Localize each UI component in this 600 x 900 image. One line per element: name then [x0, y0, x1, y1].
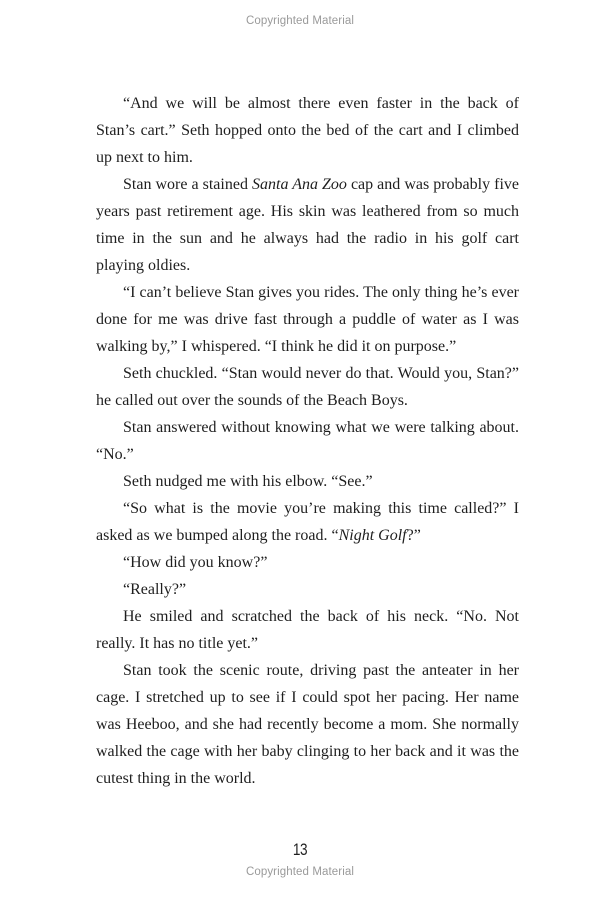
paragraph [96, 603, 519, 657]
italic-text: Night Golf [338, 527, 407, 544]
paragraph-text: Seth nudged me with his elbow. “See.” [123, 473, 373, 490]
paragraph-text: ?” [406, 527, 421, 544]
paragraph-text: Stan took the scenic route, driving past the anteater in her cage. I stretched up to see if I could spot her pacing. Her name was Heeboo, and she had recently become a mom. She normally walked the cage with her baby clinging to her back and it was the cutest thing in the world. [96, 662, 519, 787]
paragraph-text: He smiled and scratched the back of his neck. “No. Not really. It has no title yet.” [96, 608, 519, 652]
italic-text: Santa Ana Zoo [252, 176, 347, 193]
paragraph [96, 549, 519, 576]
paragraph [96, 414, 519, 468]
paragraph-text: cap and was probably five years past retirement age. His skin was leathered from so much time in the sun and he always had the radio in his golf cart playing oldies. [96, 176, 520, 274]
paragraph-text: Stan answered without knowing what we were talking about. “No.” [96, 419, 519, 463]
paragraph-text: “I can’t believe Stan gives you rides. The only thing he’s ever done for me was drive fast through a puddle of water as I was walking by,” I whispered. “I think he did it on purpose.” [96, 284, 519, 355]
paragraph [96, 360, 519, 414]
paragraph [96, 576, 519, 603]
paragraph [96, 468, 519, 495]
paragraph [96, 90, 519, 171]
paragraph [96, 495, 519, 549]
paragraph-text: “So what is the movie you’re making this time called?” I asked as we bumped along the road. “ [96, 500, 519, 544]
copyright-watermark-bottom: Copyrighted Material [245, 866, 355, 878]
paragraph [96, 657, 519, 792]
copyright-watermark-top: Copyrighted Material [245, 15, 355, 27]
paragraph-text: “And we will be almost there even faster in the back of Stan’s cart.” Seth hopped onto the bed of the cart and I climbed up next to him. [96, 95, 519, 166]
paragraph-text: Seth chuckled. “Stan would never do that. Would you, Stan?” he called out over the sounds of the Beach Boys. [96, 365, 519, 409]
paragraph [96, 171, 519, 279]
paragraph-text: Stan wore a stained [123, 176, 252, 193]
paragraph-text: “How did you know?” [123, 554, 268, 571]
page-number: 13 [292, 840, 308, 859]
body-text [96, 90, 519, 792]
paragraph-text: “Really?” [123, 581, 187, 598]
paragraph [96, 279, 519, 360]
